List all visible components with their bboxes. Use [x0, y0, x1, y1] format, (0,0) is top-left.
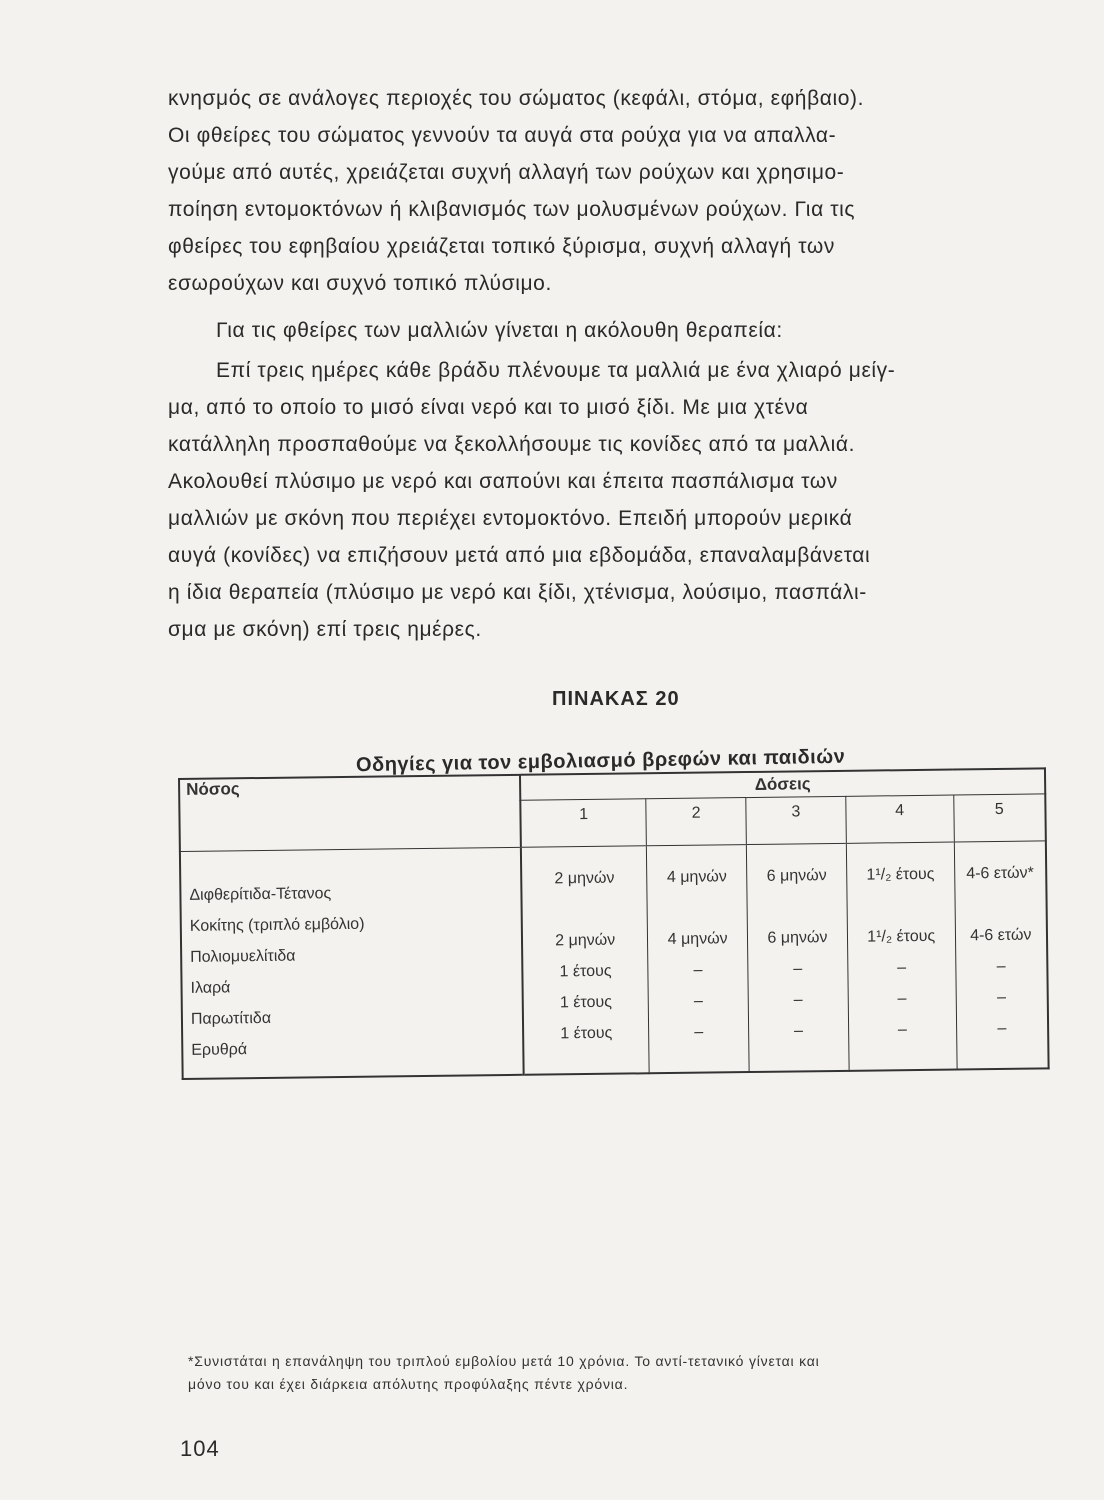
- dose-value: 1¹/₂ έτους: [866, 865, 935, 884]
- vaccination-table: [178, 767, 1050, 1080]
- dose-value: –: [694, 1023, 704, 1041]
- dose-2-column: [647, 845, 750, 1074]
- text-line: η ίδια θεραπεία (πλύσιμο με νερό και ξίδι, χτένισμα, λούσιμο, πασπάλι-: [168, 581, 867, 604]
- paragraph-hair-lice-intro: Για τις φθείρες των μαλλιών γίνεται η ακόλουθη θεραπεία:: [216, 319, 783, 342]
- dose-value: –: [794, 1022, 804, 1040]
- text-line: Επί τρεις ημέρες κάθε βράδυ πλένουμε τα μαλλιά με ένα χλιαρό μείγ-: [216, 359, 896, 382]
- header-disease: Νόσος: [179, 775, 521, 852]
- dose-value: 1 έτους: [560, 1024, 613, 1043]
- dose-value: –: [693, 992, 703, 1010]
- disease-name: Πολιομυελίτιδα: [190, 947, 296, 966]
- dose-value: [955, 888, 1046, 920]
- disease-name: Ερυθρά: [191, 1041, 248, 1059]
- dose-value: [648, 892, 747, 924]
- dose-value: 1 έτους: [559, 993, 613, 1012]
- dose-value: –: [897, 1021, 907, 1039]
- header-doses: Δόσεις: [520, 768, 1045, 800]
- dose-value: 2 μηνών: [554, 869, 615, 888]
- text-line: Οι φθείρες του σώματος γεννούν τα αυγά στα ρούχα για να απαλλα-: [168, 124, 837, 147]
- footnote: [188, 1350, 1068, 1396]
- dose-number: 1: [520, 799, 646, 848]
- dose-value: –: [793, 960, 803, 978]
- dose-value: –: [897, 959, 907, 977]
- dose-number: 4: [846, 795, 954, 843]
- dose-value: –: [996, 957, 1006, 976]
- disease-column: [180, 847, 524, 1079]
- text-line: αυγά (κονίδες) να επιζήσουν μετά από μια εβδομάδα, επαναλαμβάνεται: [168, 544, 871, 567]
- disease-name: Παρωτίτιδα: [190, 1009, 272, 1028]
- dose-value: 4 μηνών: [666, 868, 727, 887]
- text-line: κνησμός σε ανάλογες περιοχές του σώματος (κεφάλι, στόμα, εφήβαιο).: [168, 87, 865, 110]
- dose-value: –: [693, 961, 703, 979]
- dose-value: [847, 890, 954, 922]
- dose-5-column: [954, 841, 1049, 1070]
- paragraph-treatment: [168, 352, 1040, 648]
- text-line: γούμε από αυτές, χρειάζεται συχνή αλλαγή των ρούχων και χρησιμο-: [168, 161, 845, 184]
- dose-value: 6 μηνών: [766, 867, 827, 885]
- text-line: σμα με σκόνη) επί τρεις ημέρες.: [168, 618, 482, 641]
- text-line: φθείρες του εφηβαίου χρειάζεται τοπικό ξύρισμα, συχνή αλλαγή των: [168, 235, 835, 258]
- dose-value: 4 μηνών: [667, 930, 728, 949]
- dose-value: –: [996, 988, 1007, 1007]
- text-line: μα, από το οποίο το μισό είναι νερό και το μισό ξίδι. Με μια χτένα: [168, 396, 809, 419]
- text-line: εσωρούχων και συχνό τοπικό πλύσιμο.: [168, 272, 552, 295]
- dose-value: 1 έτους: [559, 962, 612, 981]
- footnote-line: μόνο του και έχει διάρκεια απόλυτης προφύλαξης πέντε χρόνια.: [188, 1376, 629, 1392]
- text-line: κατάλληλη προσπαθούμε να ξεκολλήσουμε τις κονίδες από τα μαλλιά.: [168, 433, 856, 456]
- table-number: ΠΙΝΑΚΑΣ 20: [552, 688, 680, 710]
- disease-name: Ιλαρά: [190, 979, 231, 997]
- table-title: Οδηγίες για τον εμβολιασμό βρεφών και παιδιών: [355, 745, 846, 777]
- text-line: Ακολουθεί πλύσιμο με νερό και σαπούνι και έπειτα πασπάλισμα των: [168, 470, 838, 493]
- dose-1-column: [521, 846, 649, 1075]
- dose-3-column: [746, 843, 849, 1072]
- dose-value: –: [897, 990, 907, 1008]
- dose-number: 2: [646, 798, 746, 846]
- dose-number: 5: [994, 800, 1004, 819]
- text-line: μαλλιών με σκόνη που περιέχει εντομοκτόνο. Επειδή μπορούν μερικά: [168, 507, 853, 530]
- dose-value: –: [793, 991, 803, 1009]
- dose-number: 3: [746, 796, 846, 844]
- dose-value: [747, 891, 846, 923]
- disease-name: Κοκίτης (τριπλό εμβόλιο): [189, 915, 365, 935]
- text-line: ποίηση εντομοκτόνων ή κλιβανισμός των μολυσμένων ρούχων. Για τις: [168, 198, 856, 221]
- dose-value: 4-6 ετών*: [966, 864, 1034, 883]
- page-number: 104: [180, 1436, 220, 1461]
- dose-value: –: [997, 1019, 1007, 1038]
- footnote-line: *Συνιστάται η επανάληψη του τριπλού εμβολίου μετά 10 χρόνια. Το αντί-τετανικό γίνεται και: [188, 1353, 820, 1369]
- dose-value: 6 μηνών: [767, 929, 828, 947]
- dose-4-column: [846, 842, 957, 1071]
- paragraph-lice-body: [168, 80, 1040, 302]
- disease-name: Διφθερίτιδα-Τέτανος: [189, 885, 332, 904]
- dose-value: 1¹/₂ έτους: [867, 927, 936, 946]
- dose-value: 2 μηνών: [555, 931, 616, 950]
- dose-value: [523, 893, 648, 926]
- dose-value: 4-6 ετών: [970, 926, 1032, 945]
